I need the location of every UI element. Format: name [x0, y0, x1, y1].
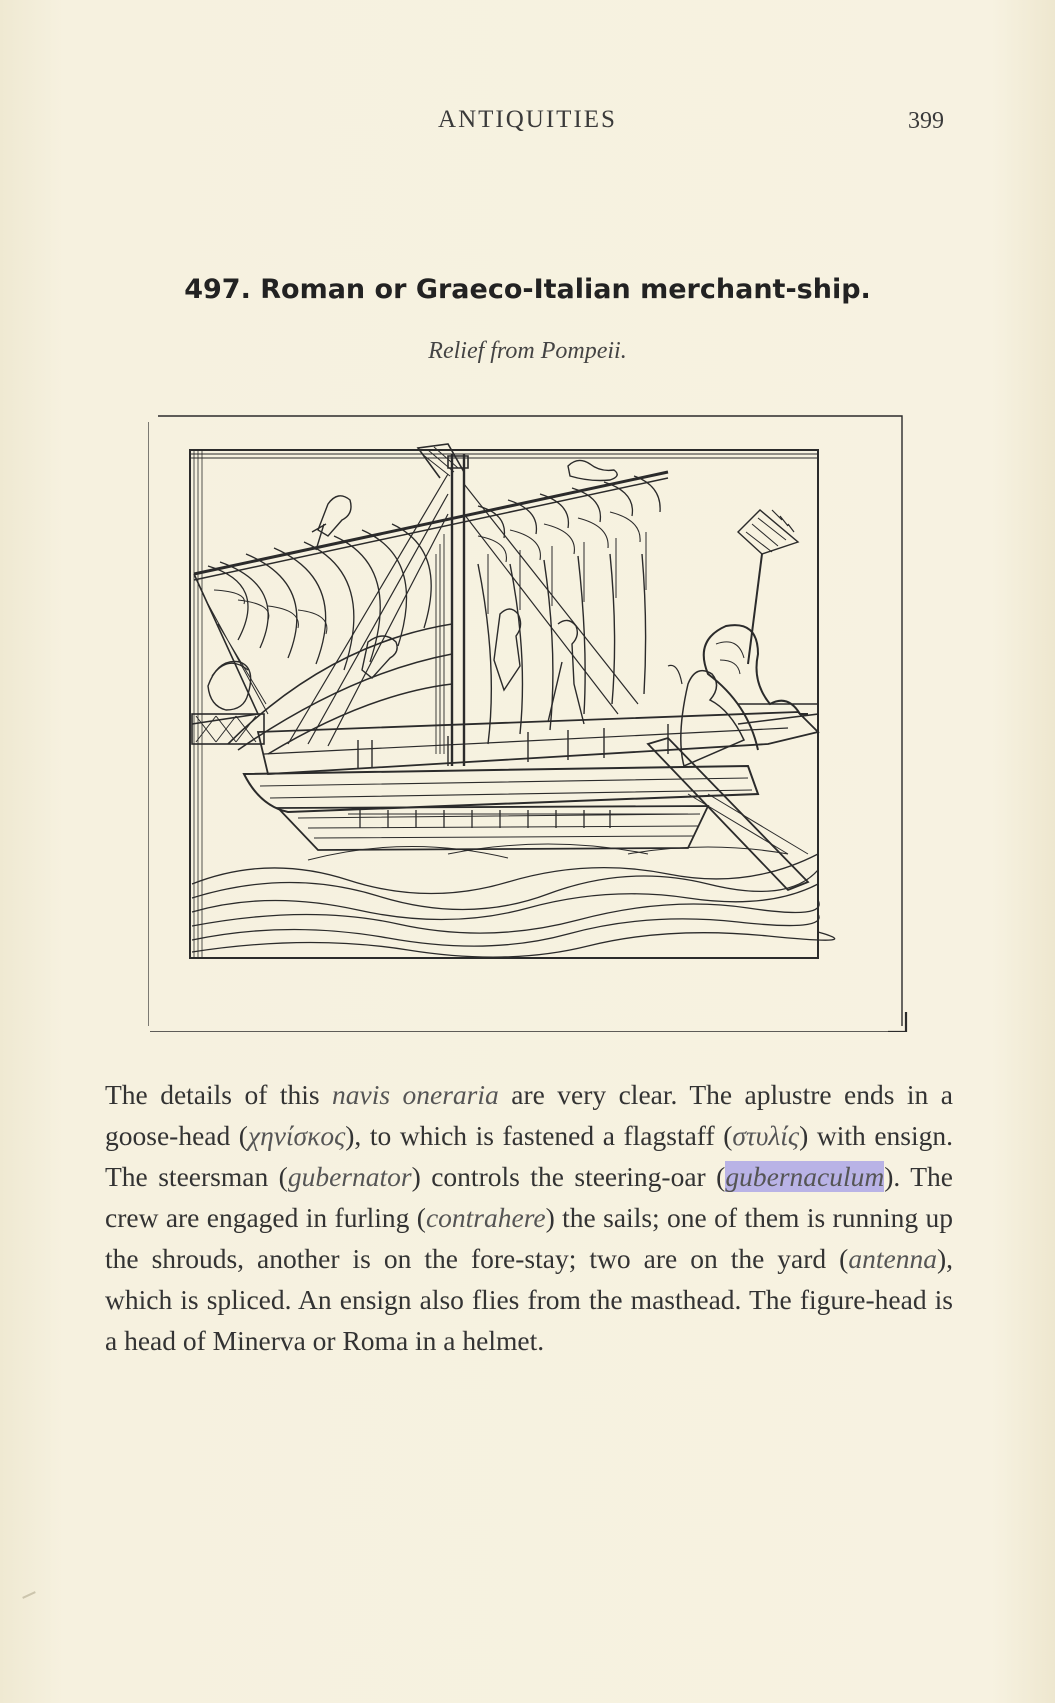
figure-number: 497.: [184, 274, 251, 305]
highlighted-term[interactable]: gubernaculum: [725, 1161, 885, 1192]
running-head: ANTIQUITIES: [438, 106, 617, 133]
figure-caption: [0, 274, 1055, 305]
figure-subtitle: Relief from Pompeii.: [428, 338, 627, 364]
paper-speck: [22, 1591, 36, 1599]
figure-title: Roman or Graeco-Italian merchant-ship.: [260, 274, 871, 305]
ship-relief-illustration: [148, 414, 908, 1032]
page-number: 399: [908, 108, 944, 134]
body-paragraph: The details of this navis oneraria are very clear. The aplustre ends in a goose-head (χηνίσκος), to which is fastened a flagstaff (στυλίς) with ensign. The steersman (gubernator) controls the steering-oar (gubernaculum). The crew are engaged in furling (contrahere) the sails; one of them is running up the shrouds, another is on the fore-stay; two are on the yard (antenna), which is spliced. An ensign also flies from the masthead. The figure-head is a head of Minerva or Roma in a helmet.: [105, 1079, 954, 1356]
